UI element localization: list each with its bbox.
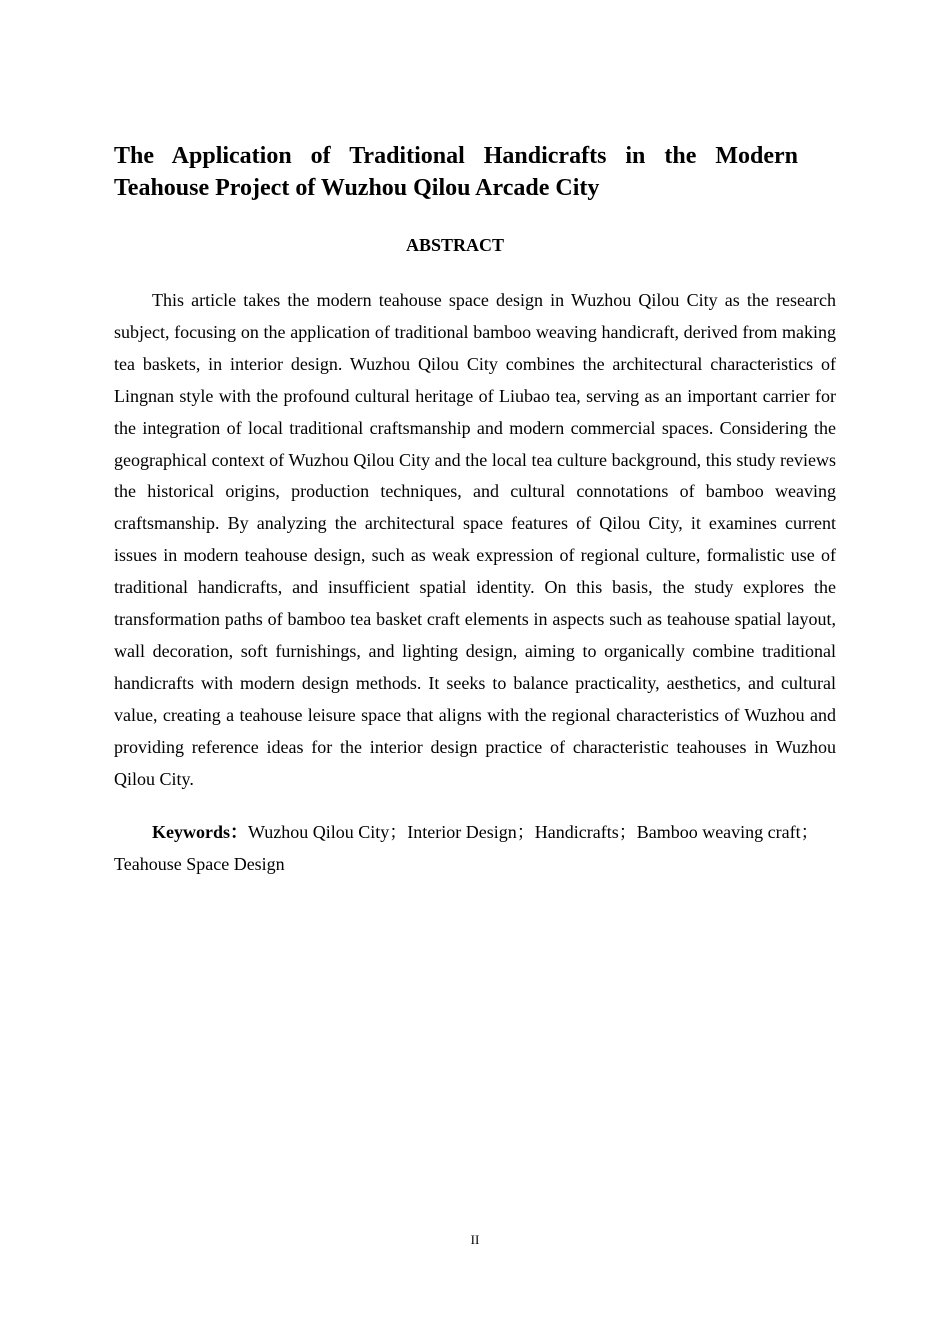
abstract-heading: ABSTRACT xyxy=(405,235,505,255)
keywords-paragraph xyxy=(114,817,836,880)
document-title xyxy=(114,140,798,204)
page-number: II xyxy=(470,1232,480,1247)
title-line-1: The Application of Traditional Handicrafts in the Modern xyxy=(114,143,798,169)
keywords-label: Keywords： xyxy=(152,822,248,842)
keywords-list: Wuzhou Qilou City；Interior Design；Handicrafts；Bamboo weaving craft；Teahouse Space Design xyxy=(114,822,819,874)
title-line-2: Teahouse Project of Wuzhou Qilou Arcade City xyxy=(114,175,600,201)
abstract-paragraph: This article takes the modern teahouse space design in Wuzhou Qilou City as the research subject, focusing on the application of traditional bamboo weaving handicraft, derived from making tea baskets, in interior design. Wuzhou Qilou City combines the architectural characteristics of Lingnan style with the profound cultural heritage of Liubao tea, serving as an important carrier for the integration of local traditional craftsmanship and modern commercial spaces. Considering the geographical context of Wuzhou Qilou City and the local tea culture background, this study reviews the historical origins, production techniques, and cultural connotations of bamboo weaving craftsmanship. By analyzing the architectural space features of Qilou City, it examines current issues in modern teahouse design, such as weak expression of regional culture, formalistic use of traditional handicrafts, and insufficient spatial identity. On this basis, the study explores the transformation paths of bamboo tea basket craft elements in aspects such as teahouse spatial layout, wall decoration, soft furnishings, and lighting design, aiming to organically combine traditional handicrafts with modern design methods. It seeks to balance practicality, aesthetics, and cultural value, creating a teahouse leisure space that aligns with the regional characteristics of Wuzhou and providing reference ideas for the interior design practice of characteristic teahouses in Wuzhou Qilou City. xyxy=(114,290,836,789)
